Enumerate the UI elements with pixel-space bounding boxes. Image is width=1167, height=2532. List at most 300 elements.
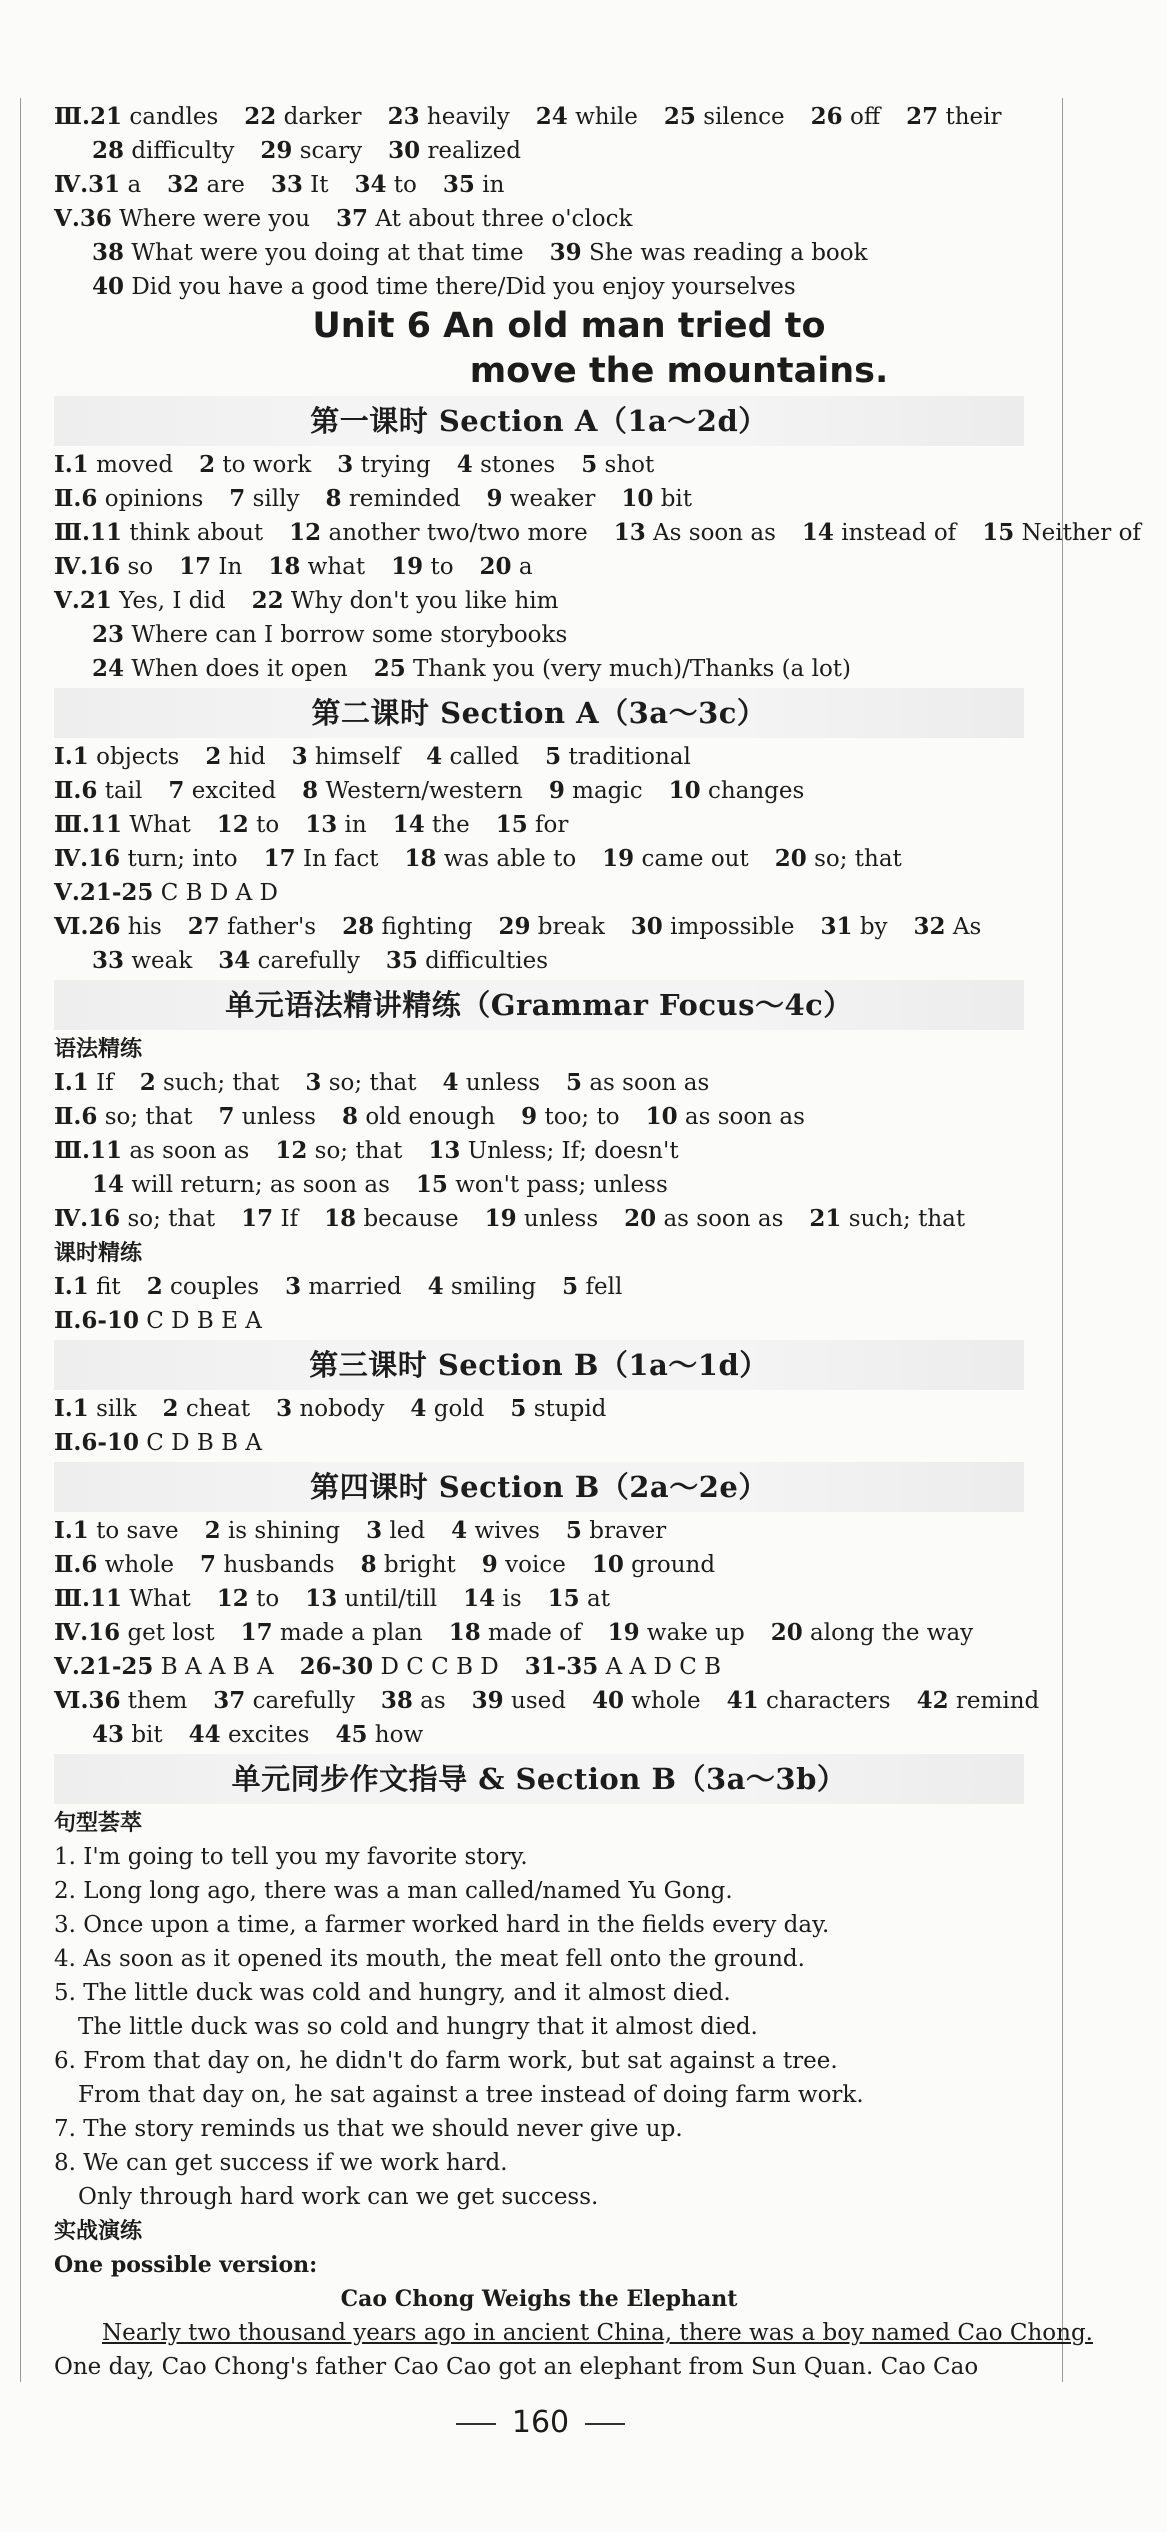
- question-number: 19: [484, 1205, 517, 1232]
- question-number: 5: [545, 743, 562, 770]
- question-number: 3: [305, 1069, 322, 1096]
- answer-text: silk: [96, 1396, 137, 1422]
- answer-text: excited: [191, 778, 277, 804]
- answer-text: If: [96, 1070, 114, 1096]
- answer-text: came out: [641, 846, 749, 872]
- answer-text: characters: [765, 1688, 891, 1714]
- answer-line: [54, 1426, 1024, 1460]
- page-content: [54, 100, 1141, 2384]
- answer-text: gold: [433, 1396, 485, 1422]
- answer-text: by: [859, 914, 888, 940]
- answer-text: bright: [383, 1552, 456, 1578]
- question-number: 15: [982, 519, 1015, 546]
- answer-text: changes: [707, 778, 805, 804]
- answer-text: won't pass; unless: [455, 1172, 668, 1198]
- question-number: 3: [291, 743, 308, 770]
- question-number: 15: [547, 1585, 580, 1612]
- question-number: Ⅱ.6: [54, 485, 98, 512]
- question-number: 2: [204, 1517, 221, 1544]
- question-number: 21: [809, 1205, 842, 1232]
- question-number: 2: [205, 743, 222, 770]
- answer-line: [54, 448, 1024, 482]
- answer-text: to: [256, 812, 280, 838]
- question-number: 7: [229, 485, 246, 512]
- page-number: [0, 2405, 1081, 2440]
- question-number: 9: [486, 485, 503, 512]
- answer-text: impossible: [670, 914, 795, 940]
- answer-text: off: [849, 104, 881, 130]
- answer-line: [54, 1168, 1024, 1202]
- answer-text: as soon as: [589, 1070, 710, 1096]
- lesson1-answers: [54, 448, 1141, 686]
- answer-line: [54, 1582, 1024, 1616]
- answer-text: fell: [585, 1274, 623, 1300]
- question-number: 3: [366, 1517, 383, 1544]
- essay-line-2: One day, Cao Chong's father Cao Cao got an elephant from Sun Quan. Cao Cao: [54, 2354, 979, 2380]
- sentence-pattern: 3. Once upon a time, a farmer worked hard in the fields every day.: [54, 1912, 830, 1938]
- question-number: Ⅱ.6: [54, 1551, 98, 1578]
- page-number-dash-right: [585, 2423, 625, 2425]
- answer-text: B A A B A: [160, 1654, 274, 1680]
- answer-line: [54, 876, 1024, 910]
- answer-text: moved: [96, 452, 174, 478]
- question-number: 41: [726, 1687, 759, 1714]
- question-number: 19: [607, 1619, 640, 1646]
- answer-text: their: [945, 104, 1002, 130]
- question-number: 32: [913, 913, 946, 940]
- question-number: 20: [774, 845, 807, 872]
- question-number: Ⅴ.21-25: [54, 1653, 154, 1680]
- question-number: Ⅵ.26: [54, 913, 121, 940]
- answer-text: weak: [131, 948, 193, 974]
- sentence-pattern: 7. The story reminds us that we should never give up.: [54, 2116, 683, 2142]
- answer-text: She was reading a book: [588, 240, 868, 266]
- question-number: Ⅰ.1: [54, 743, 89, 770]
- question-number: 24: [92, 655, 125, 682]
- question-number: 22: [244, 103, 277, 130]
- question-number: Ⅴ.36: [54, 205, 112, 232]
- answer-text: carefully: [257, 948, 360, 974]
- question-number: 4: [442, 1069, 459, 1096]
- answer-text: too; to: [544, 1104, 620, 1130]
- question-number: 9: [481, 1551, 498, 1578]
- sentence-pattern: The little duck was so cold and hungry that it almost died.: [78, 2014, 758, 2040]
- unit-heading: [54, 304, 1024, 394]
- lesson3-answers: [54, 1392, 1024, 1460]
- answer-text: while: [575, 104, 638, 130]
- answer-text: made of: [488, 1620, 582, 1646]
- section-title-lesson4: 第四课时 Section B（2a～2e）: [54, 1462, 1024, 1512]
- question-number: 42: [916, 1687, 949, 1714]
- answer-text: C D B B A: [146, 1430, 262, 1456]
- question-number: 13: [613, 519, 646, 546]
- question-number: 25: [373, 655, 406, 682]
- question-number: 34: [354, 171, 387, 198]
- question-number: 40: [591, 1687, 624, 1714]
- answer-line: [54, 652, 1024, 686]
- question-number: 23: [92, 621, 125, 648]
- answer-text: unless: [465, 1070, 541, 1096]
- answer-text: traditional: [568, 744, 691, 770]
- question-number: 14: [801, 519, 834, 546]
- question-number: 29: [260, 137, 293, 164]
- answer-text: bit: [660, 486, 693, 512]
- answer-line: [54, 808, 1024, 842]
- answer-text: Neither of: [1021, 520, 1141, 546]
- answer-text: to: [393, 172, 417, 198]
- answer-text: fighting: [381, 914, 473, 940]
- question-number: Ⅲ.21: [54, 103, 123, 130]
- question-number: 31: [820, 913, 853, 940]
- question-number: 7: [200, 1551, 217, 1578]
- answer-text: such; that: [848, 1206, 966, 1232]
- question-number: 32: [167, 171, 200, 198]
- sentence-pattern: 2. Long long ago, there was a man called/named Yu Gong.: [54, 1878, 733, 1904]
- sentence-pattern: 8. We can get success if we work hard.: [54, 2150, 508, 2176]
- question-number: 2: [162, 1395, 179, 1422]
- answer-text: whole: [104, 1552, 175, 1578]
- answer-text: turn; into: [127, 846, 238, 872]
- answer-text: In fact: [302, 846, 379, 872]
- answer-text: so; that: [104, 1104, 193, 1130]
- essay-title: Cao Chong Weighs the Elephant: [340, 2286, 738, 2312]
- question-number: 39: [549, 239, 582, 266]
- answer-text: As soon as: [653, 520, 776, 546]
- question-number: 12: [216, 1585, 249, 1612]
- question-number: 28: [92, 137, 125, 164]
- answer-line: [54, 1134, 1024, 1168]
- answer-line: [54, 1304, 1024, 1338]
- answer-text: to save: [96, 1518, 179, 1544]
- question-number: 15: [415, 1171, 448, 1198]
- answer-text: husbands: [223, 1552, 335, 1578]
- answer-text: in: [482, 172, 505, 198]
- question-number: 23: [387, 103, 420, 130]
- answer-line: [54, 236, 1024, 270]
- question-number: Ⅳ.16: [54, 553, 121, 580]
- answer-text: smiling: [450, 1274, 537, 1300]
- answer-text: Did you have a good time there/Did you enjoy yourselves: [131, 274, 796, 300]
- question-number: 39: [471, 1687, 504, 1714]
- answer-text: As: [952, 914, 982, 940]
- answer-text: because: [363, 1206, 459, 1232]
- question-number: 12: [289, 519, 322, 546]
- section-title-lesson2: 第二课时 Section A（3a～3c）: [54, 688, 1024, 738]
- answer-line: [54, 944, 1024, 978]
- question-number: 31-35: [524, 1653, 599, 1680]
- question-number: 37: [336, 205, 369, 232]
- answer-text: Unless; If; doesn't: [467, 1138, 679, 1164]
- answer-text: a: [518, 554, 533, 580]
- question-number: Ⅰ.1: [54, 451, 89, 478]
- question-number: 4: [410, 1395, 427, 1422]
- question-number: 30: [388, 137, 421, 164]
- question-number: Ⅱ.6: [54, 1103, 98, 1130]
- answer-text: until/till: [344, 1586, 438, 1612]
- answer-text: Why don't you like him: [290, 588, 559, 614]
- question-number: 5: [581, 451, 598, 478]
- answer-text: Where were you: [119, 206, 311, 232]
- question-number: 4: [426, 743, 443, 770]
- answer-line: [54, 1616, 1024, 1650]
- answer-text: are: [206, 172, 245, 198]
- answer-text: Where can I borrow some storybooks: [131, 622, 568, 648]
- question-number: Ⅵ.36: [54, 1687, 121, 1714]
- answer-text: realized: [427, 138, 521, 164]
- grammar-practice-label: 语法精练: [54, 1036, 143, 1062]
- grammar-practice-answers: [54, 1066, 1024, 1236]
- answer-text: think about: [129, 520, 264, 546]
- page-number-dash-left: [456, 2423, 496, 2425]
- question-number: 2: [146, 1273, 163, 1300]
- answer-text: what: [307, 554, 366, 580]
- question-number: 5: [562, 1273, 579, 1300]
- answer-text: Thank you (very much)/Thanks (a lot): [413, 656, 852, 682]
- answer-line: [54, 740, 1024, 774]
- answer-text: In: [218, 554, 243, 580]
- question-number: Ⅳ.16: [54, 1205, 121, 1232]
- question-number: Ⅲ.11: [54, 519, 123, 546]
- question-number: 10: [591, 1551, 624, 1578]
- question-number: Ⅴ.21-25: [54, 879, 154, 906]
- question-number: 17: [240, 1619, 273, 1646]
- question-number: 27: [187, 913, 220, 940]
- question-number: 3: [276, 1395, 293, 1422]
- answer-text: as soon as: [684, 1104, 805, 1130]
- answer-text: for: [535, 812, 569, 838]
- answer-text: D C C B D: [380, 1654, 499, 1680]
- question-number: 20: [624, 1205, 657, 1232]
- answer-text: hid: [228, 744, 266, 770]
- answer-text: old enough: [365, 1104, 496, 1130]
- answer-line: [54, 1650, 1024, 1684]
- answer-text: so: [127, 554, 154, 580]
- question-number: 18: [268, 553, 301, 580]
- answer-text: is: [502, 1586, 522, 1612]
- section-title-grammar: 单元语法精讲精练（Grammar Focus～4c）: [54, 980, 1024, 1030]
- answer-text: married: [308, 1274, 402, 1300]
- section-title-lesson1: 第一课时 Section A（1a～2d）: [54, 396, 1024, 446]
- answer-text: break: [537, 914, 605, 940]
- answer-text: voice: [505, 1552, 566, 1578]
- answer-text: reminded: [348, 486, 461, 512]
- question-number: 38: [380, 1687, 413, 1714]
- question-number: Ⅱ.6-10: [54, 1429, 139, 1456]
- question-number: Ⅰ.1: [54, 1273, 89, 1300]
- sentence-patterns-list: [54, 1840, 1024, 2214]
- question-number: 18: [448, 1619, 481, 1646]
- unit-heading-line1: Unit 6 An old man tried to: [312, 306, 826, 346]
- answer-text: another two/two more: [328, 520, 588, 546]
- answer-line: [54, 1066, 1024, 1100]
- answer-text: in: [344, 812, 367, 838]
- question-number: 8: [341, 1103, 358, 1130]
- answer-text: fit: [96, 1274, 121, 1300]
- answer-text: used: [511, 1688, 566, 1714]
- answer-line: [54, 482, 1024, 516]
- lesson2-answers: [54, 740, 1024, 978]
- answer-line: [54, 1392, 1024, 1426]
- question-number: 44: [188, 1721, 221, 1748]
- answer-text: A A D C B: [605, 1654, 722, 1680]
- answer-line: [54, 202, 1024, 236]
- question-number: 4: [427, 1273, 444, 1300]
- answer-text: as: [420, 1688, 446, 1714]
- answer-text: opinions: [104, 486, 204, 512]
- sentence-patterns-label: 句型荟萃: [54, 1810, 143, 1836]
- question-number: 4: [456, 451, 473, 478]
- answer-text: so; that: [328, 1070, 417, 1096]
- question-number: Ⅲ.11: [54, 1585, 123, 1612]
- question-number: 5: [565, 1517, 582, 1544]
- answer-text: so; that: [314, 1138, 403, 1164]
- answer-line: [54, 1100, 1024, 1134]
- question-number: Ⅲ.11: [54, 811, 123, 838]
- question-number: 9: [521, 1103, 538, 1130]
- answer-text: stones: [480, 452, 556, 478]
- question-number: 10: [668, 777, 701, 804]
- question-number: 12: [275, 1137, 308, 1164]
- question-number: 10: [621, 485, 654, 512]
- lesson-practice-label: 课时精练: [54, 1240, 143, 1266]
- answer-line: [54, 774, 1024, 808]
- question-number: 24: [535, 103, 568, 130]
- question-number: 5: [566, 1069, 583, 1096]
- answer-text: carefully: [252, 1688, 355, 1714]
- sentence-pattern: From that day on, he sat against a tree instead of doing farm work.: [78, 2082, 864, 2108]
- answer-text: objects: [96, 744, 180, 770]
- answer-line: [54, 842, 1024, 876]
- answer-text: Western/western: [325, 778, 523, 804]
- question-number: 5: [510, 1395, 527, 1422]
- answer-text: father's: [227, 914, 317, 940]
- answer-text: made a plan: [279, 1620, 423, 1646]
- answer-text: wake up: [646, 1620, 745, 1646]
- answer-text: It: [310, 172, 329, 198]
- question-number: 13: [428, 1137, 461, 1164]
- answer-text: magic: [572, 778, 643, 804]
- question-number: Ⅲ.11: [54, 1137, 123, 1164]
- question-number: 8: [302, 777, 319, 804]
- question-number: 14: [392, 811, 425, 838]
- question-number: 3: [285, 1273, 302, 1300]
- question-number: 18: [324, 1205, 357, 1232]
- question-number: Ⅳ.31: [54, 171, 121, 198]
- answer-text: unless: [241, 1104, 316, 1130]
- answer-line: [54, 584, 1024, 618]
- answer-line: [54, 618, 1024, 652]
- answer-text: What: [129, 812, 191, 838]
- answer-text: scary: [299, 138, 363, 164]
- question-number: 10: [645, 1103, 678, 1130]
- answer-text: What: [129, 1586, 191, 1612]
- answer-line: [54, 910, 1024, 944]
- unit5-answers-tail: [54, 100, 1024, 304]
- answer-text: unless: [523, 1206, 599, 1232]
- answer-text: himself: [314, 744, 401, 770]
- answer-line: [54, 100, 1024, 134]
- question-number: 37: [213, 1687, 246, 1714]
- answer-text: stupid: [533, 1396, 607, 1422]
- answer-line: [54, 134, 1024, 168]
- question-number: 26-30: [299, 1653, 374, 1680]
- question-number: Ⅱ.6: [54, 777, 98, 804]
- question-number: 35: [385, 947, 418, 974]
- question-number: 15: [495, 811, 528, 838]
- answer-text: braver: [589, 1518, 667, 1544]
- question-number: 8: [325, 485, 342, 512]
- answer-text: When does it open: [131, 656, 348, 682]
- answer-line: [54, 1270, 1024, 1304]
- answer-text: the: [432, 812, 470, 838]
- answer-text: couples: [170, 1274, 260, 1300]
- answer-text: shot: [604, 452, 655, 478]
- question-number: 17: [263, 845, 296, 872]
- question-number: Ⅳ.16: [54, 845, 121, 872]
- question-number: 2: [139, 1069, 156, 1096]
- question-number: 43: [92, 1721, 125, 1748]
- answer-text: instead of: [841, 520, 957, 546]
- section-title-writing: 单元同步作文指导 & Section B（3a～3b）: [54, 1754, 1024, 1804]
- answer-text: ground: [631, 1552, 716, 1578]
- answer-text: wives: [474, 1518, 540, 1544]
- question-number: 3: [337, 451, 354, 478]
- question-number: 12: [216, 811, 249, 838]
- answer-text: to work: [222, 452, 312, 478]
- answer-text: get lost: [127, 1620, 215, 1646]
- question-number: 35: [442, 171, 475, 198]
- answer-text: heavily: [426, 104, 510, 130]
- question-number: 13: [305, 811, 338, 838]
- practice-label: 实战演练: [54, 2218, 143, 2244]
- sentence-pattern: 6. From that day on, he didn't do farm work, but sat against a tree.: [54, 2048, 838, 2074]
- question-number: 13: [305, 1585, 338, 1612]
- answer-text: excites: [227, 1722, 310, 1748]
- question-number: 20: [479, 553, 512, 580]
- question-number: Ⅳ.16: [54, 1619, 121, 1646]
- question-number: 38: [92, 239, 125, 266]
- sentence-pattern: 5. The little duck was cold and hungry, and it almost died.: [54, 1980, 731, 2006]
- answer-text: whole: [631, 1688, 701, 1714]
- question-number: 26: [810, 103, 843, 130]
- answer-text: was able to: [443, 846, 577, 872]
- answer-line: [54, 168, 1024, 202]
- answer-line: [54, 1202, 1024, 1236]
- left-margin-rule: [20, 98, 21, 2382]
- section-title-lesson3: 第三课时 Section B（1a～1d）: [54, 1340, 1024, 1390]
- answer-text: darker: [283, 104, 362, 130]
- question-number: 25: [663, 103, 696, 130]
- answer-text: his: [127, 914, 162, 940]
- answer-text: to: [256, 1586, 280, 1612]
- sentence-pattern: 4. As soon as it opened its mouth, the meat fell onto the ground.: [54, 1946, 805, 1972]
- question-number: Ⅱ.6-10: [54, 1307, 139, 1334]
- question-number: 9: [548, 777, 565, 804]
- answer-text: tail: [104, 778, 143, 804]
- question-number: Ⅰ.1: [54, 1517, 89, 1544]
- answer-text: them: [127, 1688, 188, 1714]
- answer-text: Yes, I did: [119, 588, 226, 614]
- answer-text: silly: [252, 486, 300, 512]
- lesson4-answers: [54, 1514, 1040, 1752]
- answer-text: cheat: [185, 1396, 251, 1422]
- question-number: Ⅰ.1: [54, 1395, 89, 1422]
- question-number: 19: [391, 553, 424, 580]
- essay-line-1: Nearly two thousand years ago in ancient China, there was a boy named Cao Chong.: [102, 2320, 1093, 2346]
- question-number: 28: [342, 913, 375, 940]
- right-margin-rule: [1062, 98, 1063, 2382]
- question-number: 20: [770, 1619, 803, 1646]
